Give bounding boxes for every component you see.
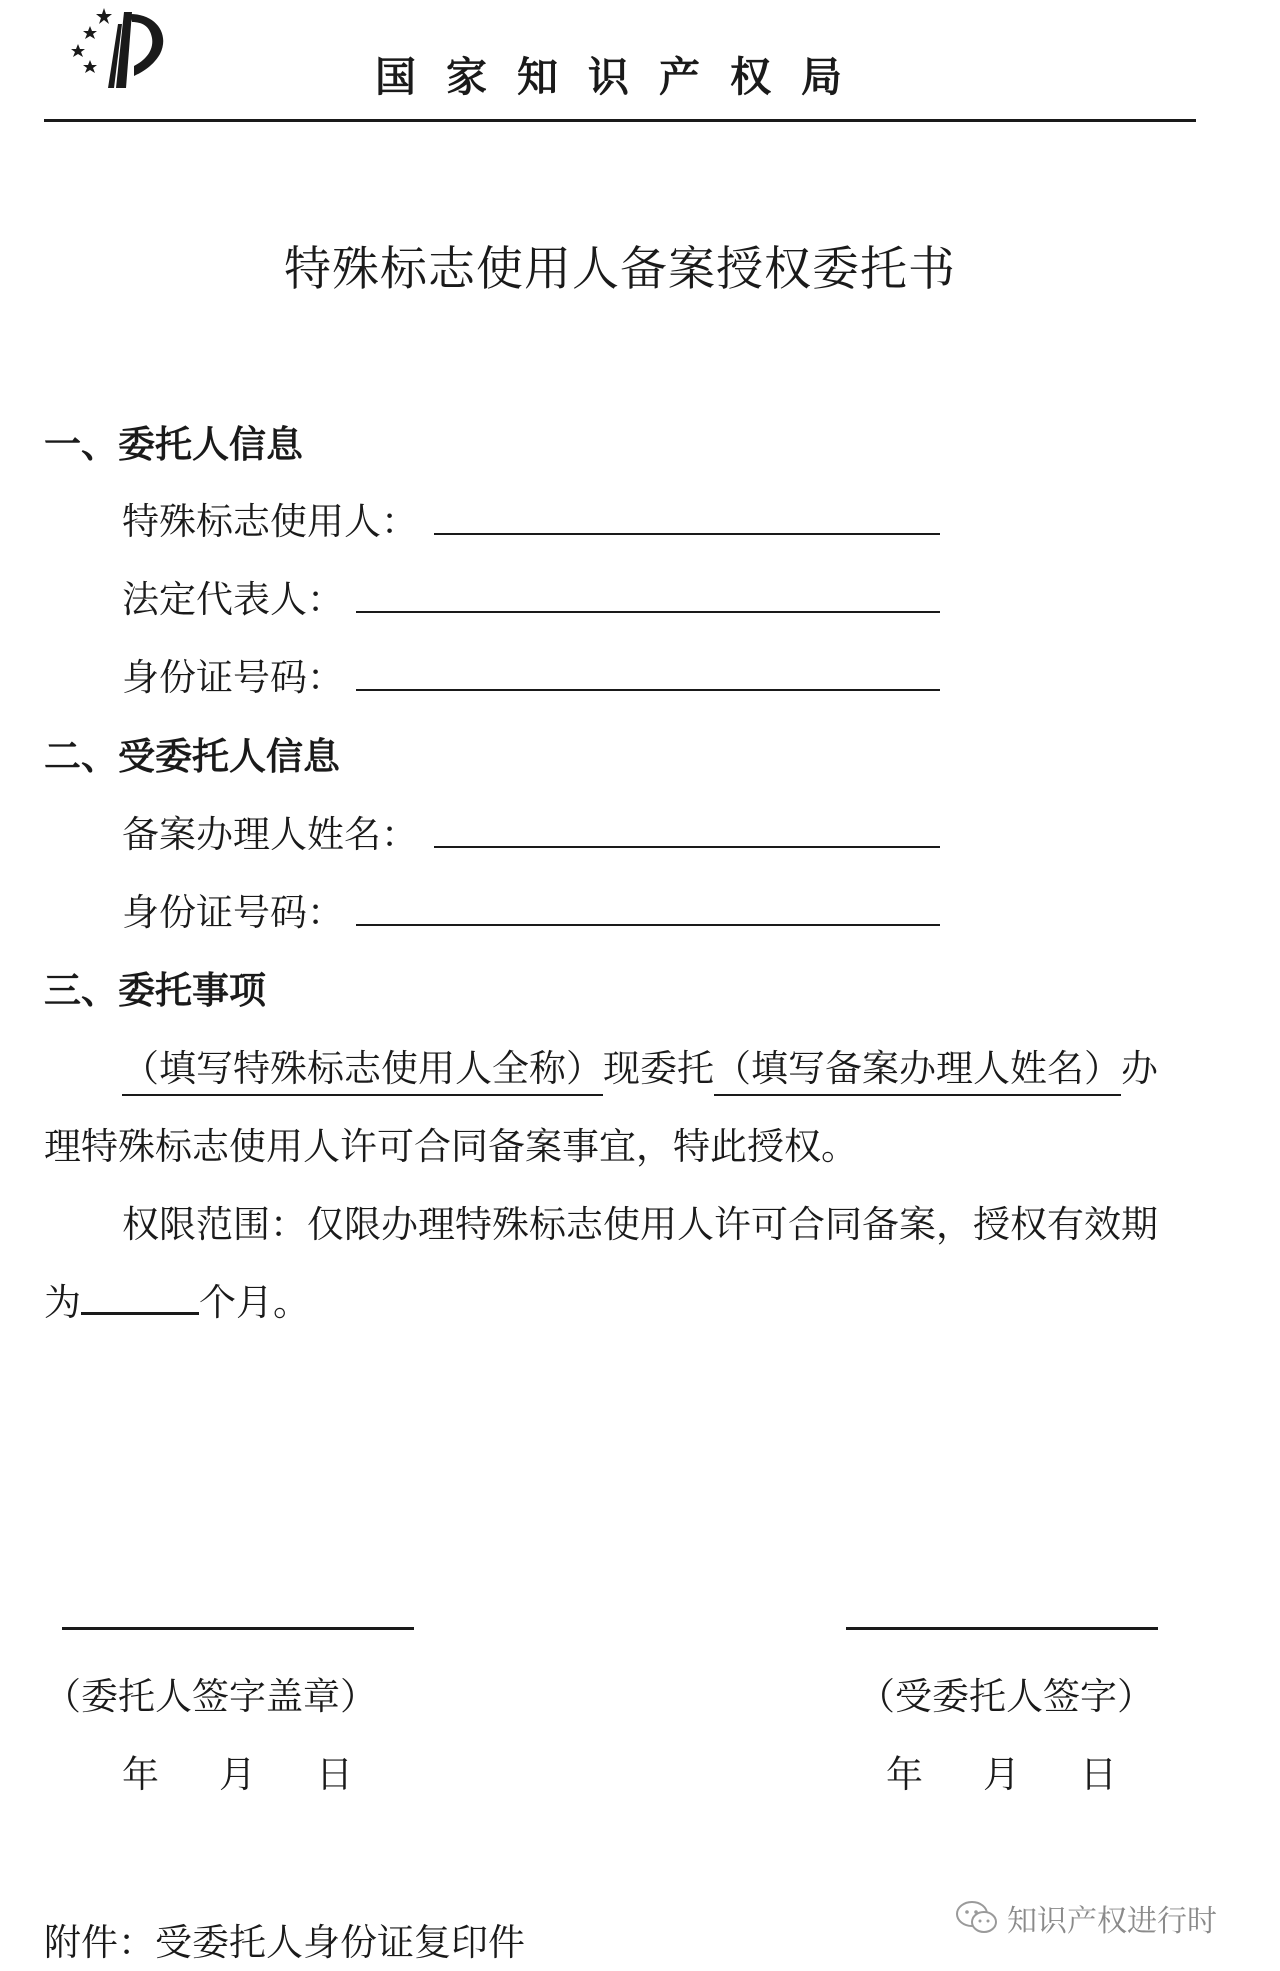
wechat-watermark <box>955 1896 1217 1940</box>
section-heading-matters: 三、委托事项 <box>44 969 266 1012</box>
principal-date <box>122 1744 353 1798</box>
date-day: 日 <box>316 1753 353 1796</box>
field-label-legal-rep: 法定代表人： <box>122 578 344 621</box>
text-months: 个月。 <box>199 1281 310 1324</box>
field-label-special-mark-user: 特殊标志使用人： <box>122 500 418 543</box>
text-for: 为 <box>44 1281 81 1324</box>
matters-paragraph-2: 权限范围：仅限办理特殊标志使用人许可合同备案，授权有效期 <box>122 1203 1158 1246</box>
field-line-agent-id[interactable] <box>356 924 940 926</box>
placeholder-principal-name[interactable]: （填写特殊标志使用人全称） <box>122 1047 603 1096</box>
date-month: 月 <box>219 1753 256 1796</box>
watermark-text: 知识产权进行时 <box>1007 1904 1217 1939</box>
agent-signature-caption: （受委托人签字） <box>858 1675 1154 1718</box>
document-title: 特殊标志使用人备案授权委托书 <box>284 242 956 297</box>
date-year: 年 <box>122 1753 159 1796</box>
field-label-principal-id: 身份证号码： <box>122 656 344 699</box>
principal-signature-caption: （委托人签字盖章） <box>44 1675 377 1718</box>
org-name: 国家知识产权局 <box>375 53 872 101</box>
wechat-icon <box>955 1900 999 1936</box>
date-month: 月 <box>983 1753 1020 1796</box>
section-heading-principal: 一、委托人信息 <box>44 423 303 466</box>
header-divider <box>44 119 1196 122</box>
cnipa-logo-icon <box>38 4 166 92</box>
field-line-special-mark-user[interactable] <box>434 533 940 535</box>
field-label-agent-name: 备案办理人姓名： <box>122 813 418 856</box>
agent-signature-line[interactable] <box>846 1627 1158 1630</box>
section-heading-agent: 二、受委托人信息 <box>44 735 340 778</box>
date-year: 年 <box>886 1753 923 1796</box>
field-line-principal-id[interactable] <box>356 689 940 691</box>
placeholder-agent-name[interactable]: （填写备案办理人姓名） <box>714 1047 1121 1096</box>
date-day: 日 <box>1080 1753 1117 1796</box>
agent-date <box>886 1744 1117 1798</box>
matters-paragraph-2-line2 <box>44 1272 310 1326</box>
principal-signature-line[interactable] <box>62 1627 414 1630</box>
field-line-legal-rep[interactable] <box>356 611 940 613</box>
text-tail: 办 <box>1121 1047 1158 1090</box>
validity-months-blank[interactable] <box>81 1282 199 1315</box>
matters-paragraph-1 <box>122 1038 1158 1092</box>
attachment-note: 附件：受委托人身份证复印件 <box>44 1921 525 1964</box>
field-line-agent-name[interactable] <box>434 846 940 848</box>
text-now-entrust: 现委托 <box>603 1047 714 1090</box>
field-label-agent-id: 身份证号码： <box>122 891 344 934</box>
matters-paragraph-1-line2: 理特殊标志使用人许可合同备案事宜，特此授权。 <box>44 1125 858 1168</box>
